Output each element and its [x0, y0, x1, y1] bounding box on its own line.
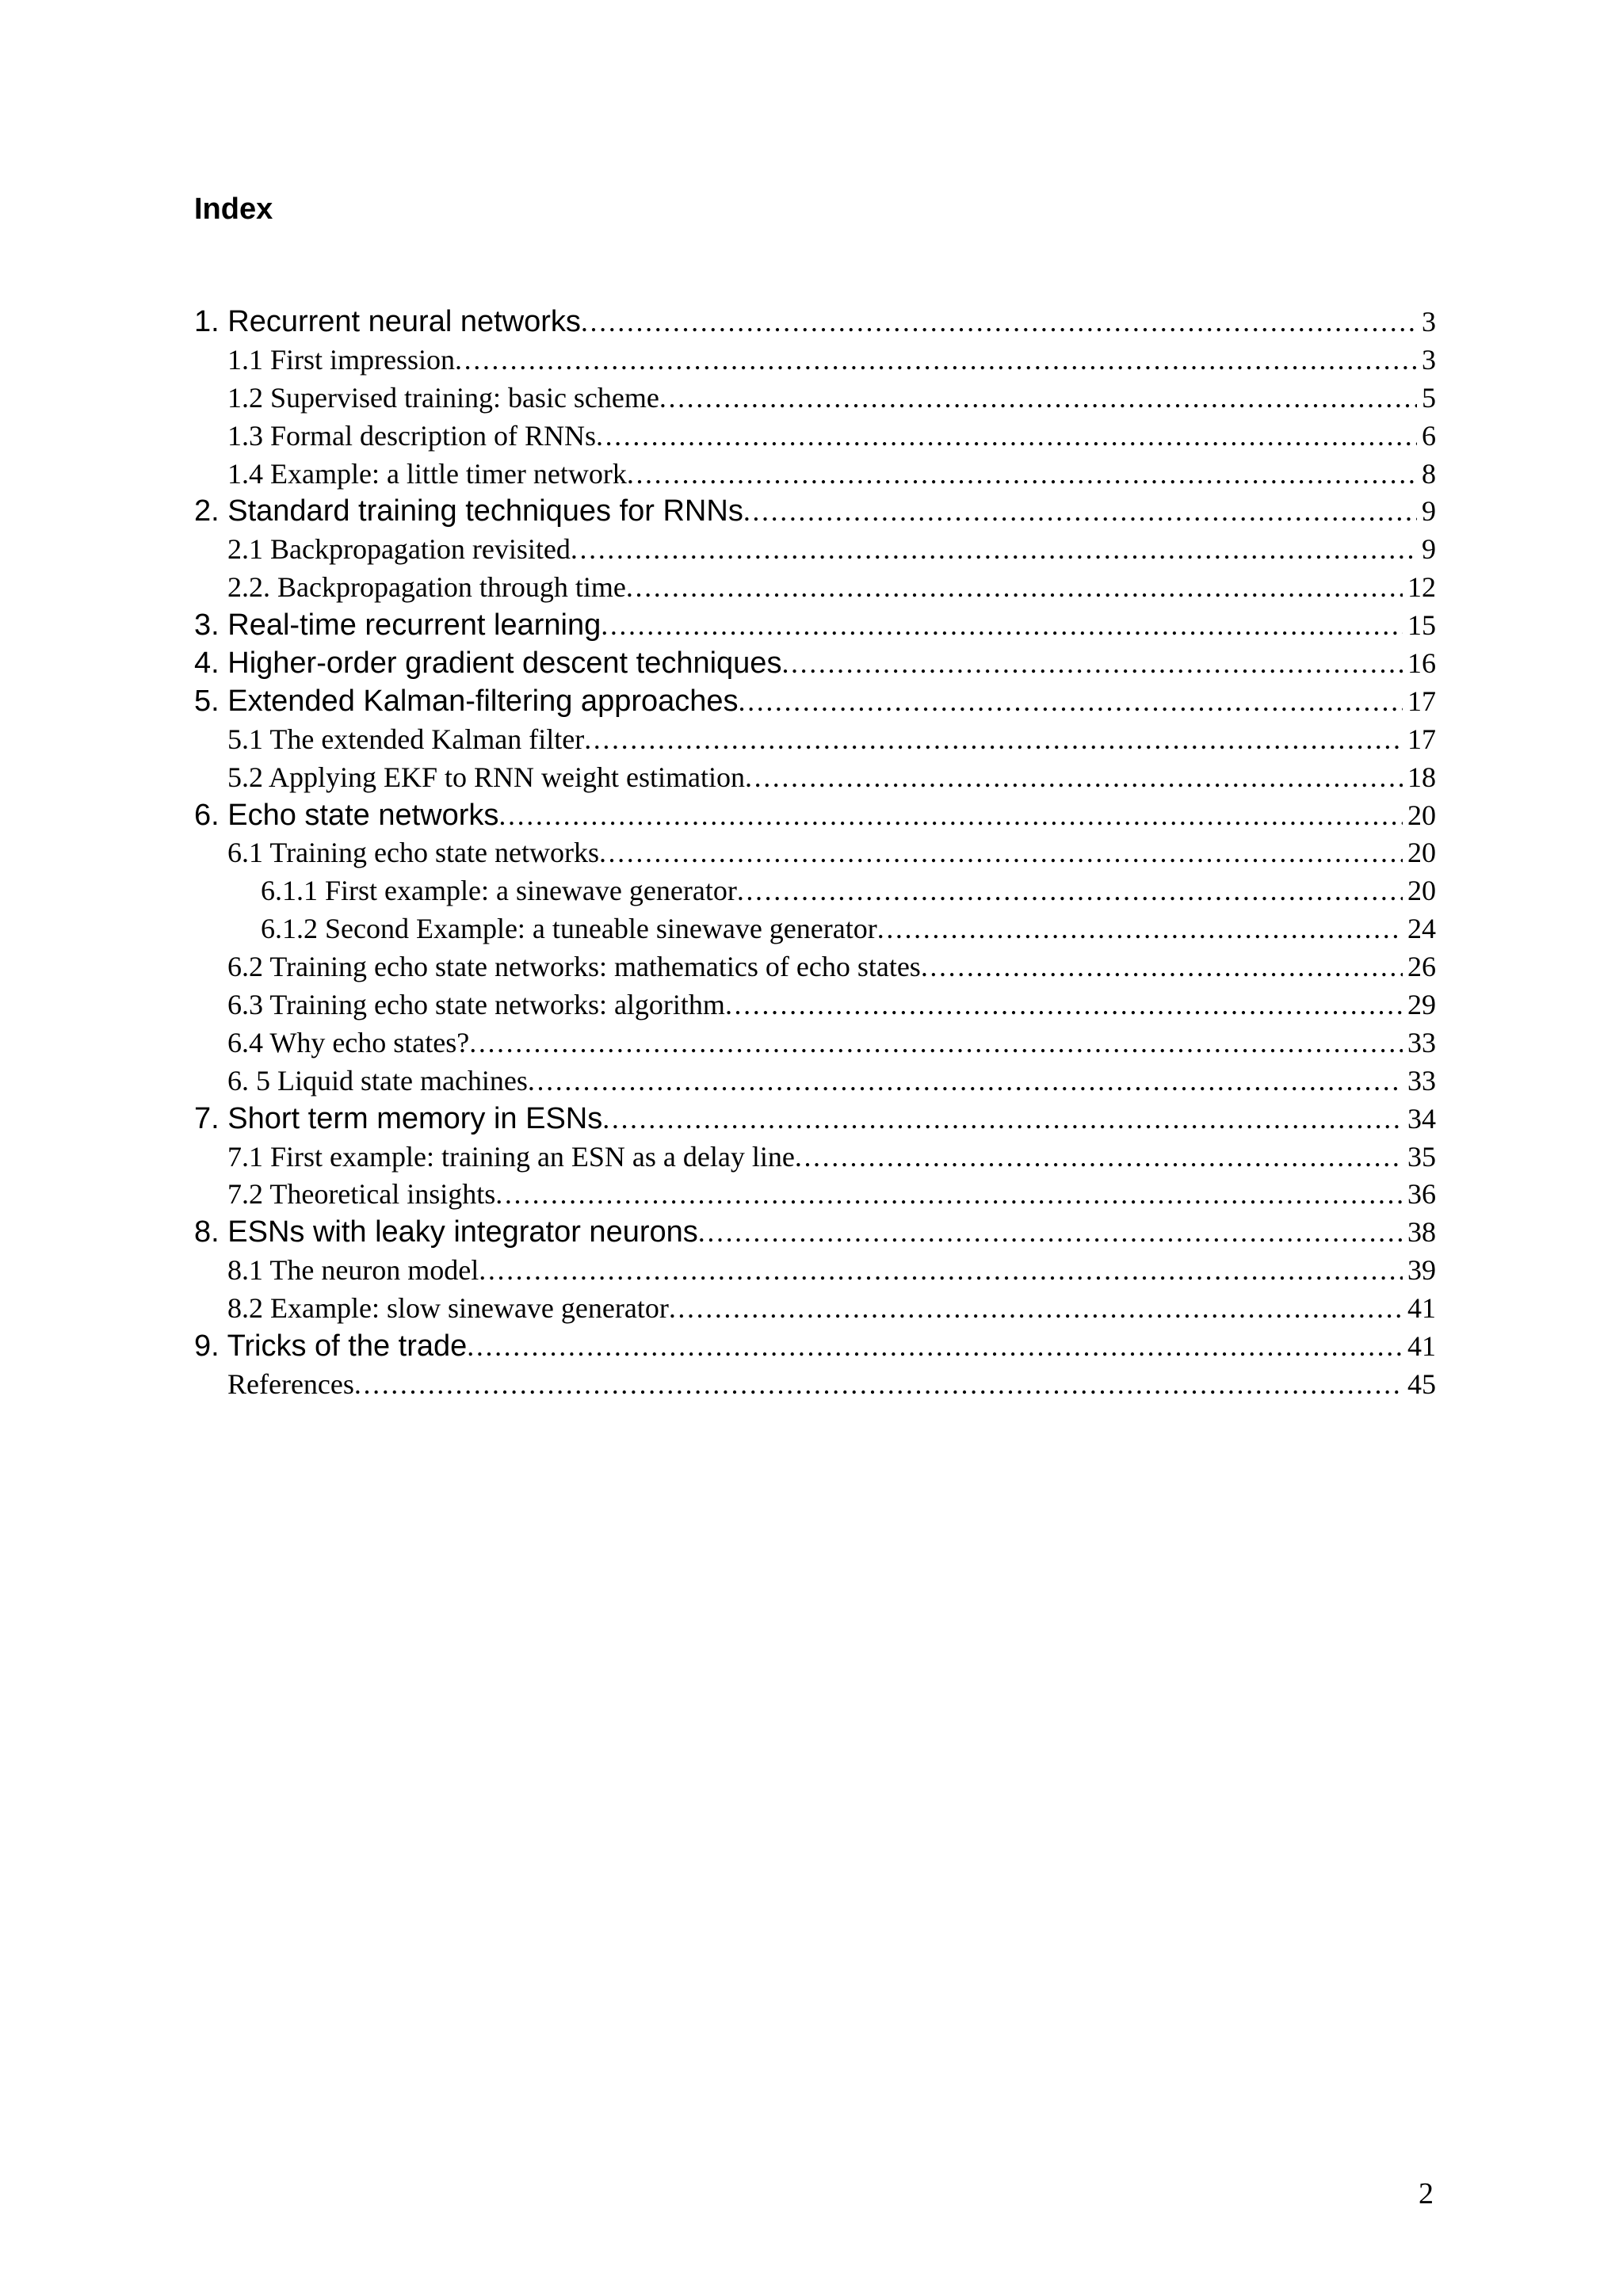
toc-entry: [194, 759, 1436, 797]
toc-entry-page: 5: [1422, 381, 1436, 414]
toc-leader-dots: [739, 683, 1403, 721]
toc-entry-title: 3. Real-time recurrent learning: [194, 608, 601, 643]
toc-entry: [194, 418, 1436, 456]
toc-entry-page: 9: [1422, 533, 1436, 566]
toc-entry: [194, 1100, 1436, 1138]
toc-leader-dots: [581, 303, 1417, 341]
toc-entry: [194, 1328, 1436, 1366]
toc-leader-dots: [498, 797, 1403, 835]
toc-entry: [194, 1214, 1436, 1252]
toc-entry: [194, 379, 1436, 418]
toc-entry-title: 8.1 The neuron model: [227, 1254, 479, 1287]
toc-leader-dots: [698, 1214, 1403, 1252]
toc-entry-title: 6.2 Training echo state networks: mathematics of echo states: [227, 951, 921, 983]
toc-leader-dots: [467, 1328, 1403, 1366]
toc-entry-title: 1.4 Example: a little timer network: [227, 457, 627, 490]
toc-entry-title: 1.3 Formal description of RNNs: [227, 419, 596, 452]
toc-entry: [194, 1176, 1436, 1214]
toc-entry-page: 34: [1407, 1102, 1436, 1135]
toc-entry: [194, 607, 1436, 645]
toc-entry-title: References: [227, 1367, 354, 1400]
toc-leader-dots: [469, 1024, 1403, 1062]
toc-entry-page: 18: [1407, 761, 1436, 793]
toc-entry-title: 6. 5 Liquid state machines: [227, 1064, 528, 1097]
toc-entry-page: 3: [1422, 343, 1436, 376]
toc-entry-page: 26: [1407, 951, 1436, 983]
toc-entry: [194, 1290, 1436, 1328]
toc-leader-dots: [495, 1176, 1403, 1214]
toc-leader-dots: [795, 1138, 1403, 1177]
toc-entry-title: 5.1 The extended Kalman filter: [227, 723, 585, 755]
toc-leader-dots: [627, 456, 1417, 494]
toc-entry: [194, 1138, 1436, 1177]
toc-entry-page: 39: [1407, 1254, 1436, 1287]
toc-entry-page: 33: [1407, 1064, 1436, 1097]
toc-entry: [194, 910, 1436, 948]
toc-entry-page: 33: [1407, 1026, 1436, 1058]
toc-entry-title: 2.2. Backpropagation through time: [227, 571, 626, 604]
toc-entry-title: 1.2 Supervised training: basic scheme: [227, 381, 659, 414]
toc-entry-page: 12: [1407, 571, 1436, 604]
toc-entry-page: 20: [1407, 837, 1436, 869]
toc-entry-title: 6.4 Why echo states?: [227, 1026, 470, 1058]
index-heading: Index: [194, 193, 273, 226]
toc-leader-dots: [599, 834, 1403, 872]
toc-entry-title: 7.1 First example: training an ESN as a delay line: [227, 1140, 795, 1173]
toc-entry-page: 29: [1407, 989, 1436, 1021]
toc-entry-page: 20: [1407, 799, 1436, 831]
toc-entry-title: 1.1 First impression: [227, 343, 456, 376]
toc-entry-title: 7.2 Theoretical insights: [227, 1178, 496, 1211]
toc-entry: [194, 1024, 1436, 1062]
toc-entry: [194, 986, 1436, 1024]
toc-entry-title: 6.3 Training echo state networks: algorithm: [227, 989, 725, 1021]
toc-entry-page: 45: [1407, 1367, 1436, 1400]
toc-entry-page: 17: [1407, 685, 1436, 717]
toc-leader-dots: [743, 493, 1417, 531]
toc-entry: [194, 683, 1436, 721]
toc-entry-title: 6.1.2 Second Example: a tuneable sinewave generator: [261, 913, 877, 945]
toc-entry-page: 20: [1407, 875, 1436, 907]
toc-entry: [194, 948, 1436, 986]
toc-entry-title: 5.2 Applying EKF to RNN weight estimation: [227, 761, 745, 793]
toc-entry-page: 16: [1407, 647, 1436, 680]
toc-entry: [194, 531, 1436, 569]
toc-entry-page: 3: [1422, 306, 1436, 338]
toc-entry-title: 6.1 Training echo state networks: [227, 837, 599, 869]
toc-entry-page: 24: [1407, 913, 1436, 945]
toc-entry-page: 6: [1422, 419, 1436, 452]
toc-leader-dots: [781, 645, 1403, 683]
toc-entry: [194, 303, 1436, 341]
toc-leader-dots: [602, 1100, 1403, 1138]
toc-entry: [194, 645, 1436, 683]
toc-leader-dots: [745, 759, 1403, 797]
toc-entry: [194, 797, 1436, 835]
toc-entry-page: 36: [1407, 1178, 1436, 1211]
toc-entry: [194, 1252, 1436, 1290]
toc-leader-dots: [596, 418, 1417, 456]
toc-entry-page: 38: [1407, 1216, 1436, 1249]
toc-entry-title: 8. ESNs with leaky integrator neurons: [194, 1215, 698, 1249]
toc-entry-title: 6. Echo state networks: [194, 798, 499, 832]
table-of-contents: [194, 303, 1436, 1404]
toc-entry: [194, 1062, 1436, 1100]
toc-leader-dots: [659, 379, 1417, 418]
toc-leader-dots: [725, 986, 1403, 1024]
toc-leader-dots: [669, 1290, 1403, 1328]
toc-leader-dots: [737, 872, 1403, 910]
toc-entry: [194, 872, 1436, 910]
toc-leader-dots: [584, 721, 1403, 759]
toc-entry: [194, 834, 1436, 872]
toc-entry-page: 9: [1422, 495, 1436, 528]
toc-entry-title: 2. Standard training techniques for RNNs: [194, 494, 743, 528]
page-number: 2: [1419, 2177, 1434, 2210]
toc-entry-title: 8.2 Example: slow sinewave generator: [227, 1292, 669, 1325]
toc-leader-dots: [455, 341, 1417, 379]
toc-entry-title: 2.1 Backpropagation revisited: [227, 533, 571, 566]
toc-entry-page: 35: [1407, 1140, 1436, 1173]
toc-entry: [194, 569, 1436, 607]
toc-leader-dots: [877, 910, 1403, 948]
toc-entry-title: 1. Recurrent neural networks: [194, 305, 581, 338]
toc-entry: [194, 493, 1436, 531]
toc-leader-dots: [626, 569, 1403, 607]
toc-entry-page: 8: [1422, 457, 1436, 490]
toc-leader-dots: [354, 1366, 1403, 1404]
toc-leader-dots: [479, 1252, 1403, 1290]
toc-entry-page: 41: [1407, 1292, 1436, 1325]
toc-entry-title: 9. Tricks of the trade: [194, 1329, 468, 1363]
toc-entry: [194, 456, 1436, 494]
toc-leader-dots: [571, 531, 1417, 569]
toc-entry: [194, 341, 1436, 379]
toc-entry-page: 17: [1407, 723, 1436, 755]
toc-leader-dots: [528, 1062, 1403, 1100]
toc-entry-title: 5. Extended Kalman-filtering approaches: [194, 684, 739, 718]
toc-entry: [194, 721, 1436, 759]
toc-entry-title: 7. Short term memory in ESNs: [194, 1101, 603, 1135]
toc-entry-title: 6.1.1 First example: a sinewave generator: [261, 875, 737, 907]
toc-leader-dots: [601, 607, 1403, 645]
toc-entry-title: 4. Higher-order gradient descent techniques: [194, 646, 782, 681]
toc-entry: [194, 1366, 1436, 1404]
toc-entry-page: 41: [1407, 1330, 1436, 1363]
toc-leader-dots: [921, 948, 1403, 986]
toc-entry-page: 15: [1407, 609, 1436, 642]
